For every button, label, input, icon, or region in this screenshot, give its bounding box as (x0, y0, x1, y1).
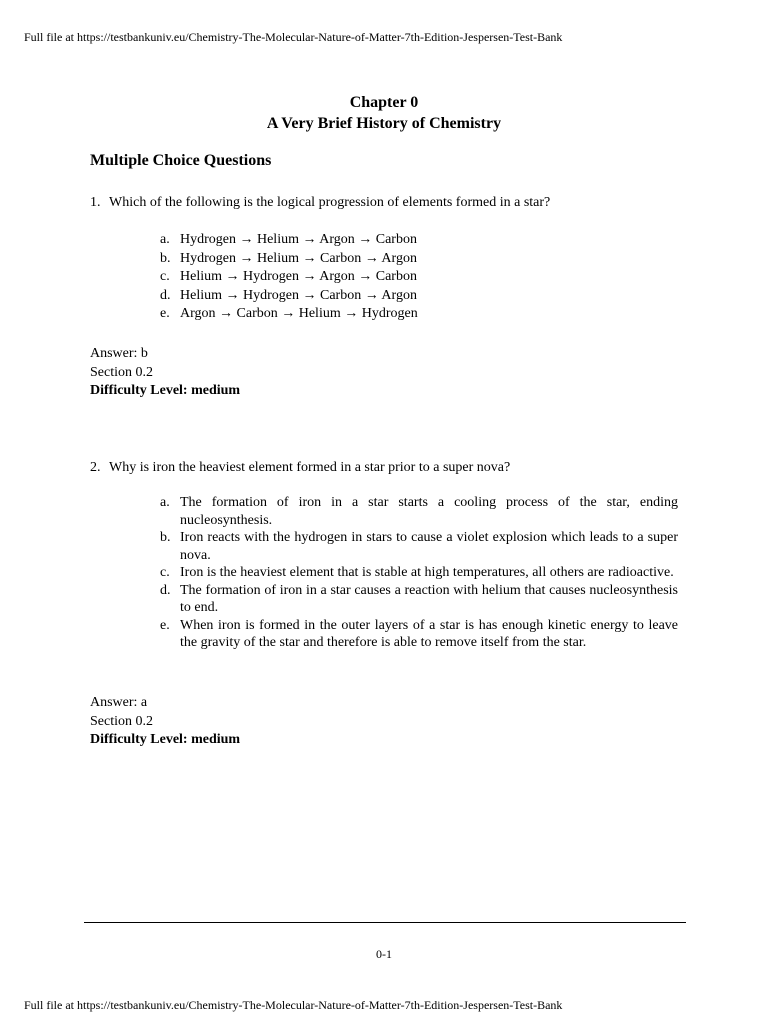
difficulty-line: Difficulty Level: medium (90, 383, 241, 398)
header-source-line: Full file at https://testbankuniv.eu/Chemistry-The-Molecular-Nature-of-Matter-7th-Edition-Jespersen-Test-Bank (24, 30, 563, 44)
option-text: Hydrogen → Helium → Argon → Carbon (180, 232, 417, 247)
option-a (160, 494, 678, 529)
question-1-meta (90, 345, 240, 401)
option-text: The formation of iron in a star causes a reaction with helium that causes nucleosynthesis to end. (180, 582, 678, 615)
question-1 (90, 195, 550, 211)
option-a (160, 231, 678, 250)
option-letter: c. (160, 565, 170, 580)
question-text: Which of the following is the logical progression of elements formed in a star? (109, 195, 551, 210)
option-letter: e. (160, 617, 170, 633)
question-2-options (160, 494, 678, 652)
option-letter: a. (160, 232, 170, 247)
option-letter: b. (160, 530, 171, 545)
answer-line: Answer: a (90, 695, 148, 710)
option-d (160, 287, 678, 306)
option-c (160, 564, 678, 582)
option-b (160, 250, 678, 269)
footer-source-line: Full file at https://testbankuniv.eu/Chemistry-The-Molecular-Nature-of-Matter-7th-Edition-Jespersen-Test-Bank (24, 998, 563, 1012)
option-b (160, 529, 678, 564)
question-number: 1. (90, 195, 101, 210)
option-d (160, 582, 678, 617)
question-2-meta (90, 694, 240, 750)
page-number: 0-1 (376, 947, 392, 961)
option-text: Iron is the heaviest element that is stable at high temperatures, all others are radioactive. (180, 565, 674, 580)
option-text: When iron is formed in the outer layers of a star is has enough kinetic energy to leave the gravity of the star and therefore is able to remove itself from the star. (180, 617, 678, 650)
option-letter: b. (160, 250, 171, 266)
option-text: Helium → Hydrogen → Argon → Carbon (180, 269, 417, 284)
chapter-number: Chapter 0 (349, 94, 419, 111)
option-letter: d. (160, 582, 171, 598)
question-2 (90, 460, 510, 476)
answer-line: Answer: b (90, 346, 148, 361)
option-letter: c. (160, 269, 170, 284)
option-text: Iron reacts with the hydrogen in stars to cause a violet explosion which leads to a super nova. (180, 530, 678, 563)
option-e (160, 617, 678, 652)
option-e (160, 305, 678, 324)
section-line: Section 0.2 (90, 713, 153, 729)
option-letter: a. (160, 495, 170, 510)
difficulty-line: Difficulty Level: medium (90, 732, 241, 747)
option-c (160, 268, 678, 287)
chapter-title: A Very Brief History of Chemistry (266, 115, 502, 132)
section-heading: Multiple Choice Questions (90, 152, 272, 169)
option-text: Helium → Hydrogen → Carbon → Argon (180, 287, 417, 303)
question-text: Why is iron the heaviest element formed in a star prior to a super nova? (109, 460, 511, 475)
option-text: Hydrogen → Helium → Carbon → Argon (180, 250, 417, 266)
section-line: Section 0.2 (90, 364, 153, 380)
option-text: Argon → Carbon → Helium → Hydrogen (180, 306, 418, 321)
option-letter: e. (160, 306, 170, 321)
question-1-options (160, 231, 678, 324)
question-number: 2. (90, 460, 101, 475)
option-letter: d. (160, 287, 171, 303)
footer-rule (84, 922, 686, 923)
option-text: The formation of iron in a star starts a cooling process of the star, ending nucleosynthesis. (180, 495, 678, 528)
